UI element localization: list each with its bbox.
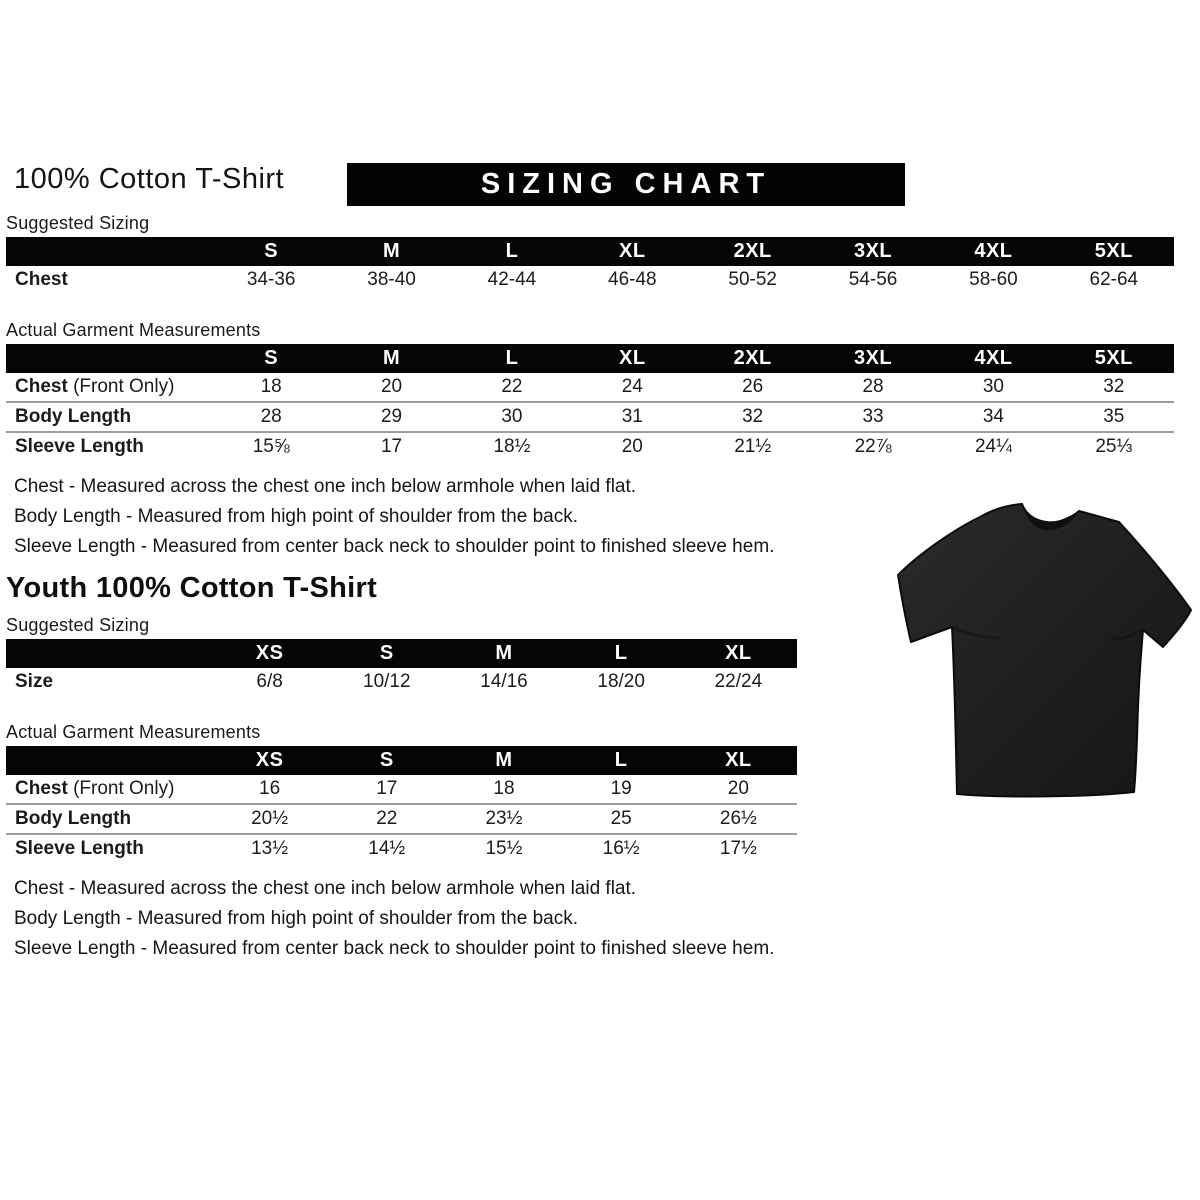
measurement-row [6, 432, 1174, 461]
measurement-row [6, 373, 1174, 402]
measurement-value: 16 [259, 778, 281, 799]
row-label-column-spacer [6, 237, 211, 266]
measurement-value: 13½ [211, 834, 328, 863]
size-column-header: XL [572, 237, 692, 266]
measurement-value: 46-48 [608, 269, 657, 290]
adult-section-title: 100% Cotton T-Shirt [14, 163, 285, 195]
measurement-value: 24¼ [933, 432, 1053, 461]
size-column-header: 2XL [693, 237, 813, 266]
size-column-header: L [452, 237, 572, 266]
measurement-value: 25 [563, 804, 680, 834]
size-column-header: XL [680, 746, 797, 775]
measurement-value: 31 [572, 402, 692, 432]
size-column-header: M [445, 746, 562, 775]
size-column-header: XL [680, 639, 797, 668]
size-column-header: L [452, 344, 572, 373]
measurement-value: 18/20 [597, 671, 645, 692]
measurement-value: 25⅓ [1054, 432, 1174, 461]
measurement-value: 17 [376, 778, 398, 799]
measurement-value: 22/24 [714, 671, 763, 692]
measurement-value: 16½ [563, 834, 680, 863]
measurement-value: 62-64 [1089, 269, 1139, 290]
measurement-value: 28 [211, 402, 331, 432]
size-column-header: XL [572, 344, 692, 373]
size-column-header: XS [211, 746, 328, 775]
sizing-chart-banner-text: SIZING CHART [480, 168, 772, 200]
measurement-value: 24 [621, 376, 643, 397]
size-column-header: S [328, 746, 445, 775]
note-body-length: Body Length - Measured from high point of shoulder from the back. [14, 908, 578, 929]
size-column-header: L [563, 746, 680, 775]
size-column-header: 5XL [1054, 237, 1174, 266]
measurement-row [6, 266, 1174, 294]
measurement-value: 6/8 [256, 671, 283, 692]
measurement-row [6, 804, 797, 834]
size-column-header: M [445, 639, 562, 668]
measurement-value: 19 [610, 778, 632, 799]
measurement-row [6, 668, 797, 696]
row-label: Chest [15, 269, 68, 290]
youth-section-title: Youth 100% Cotton T-Shirt [6, 572, 378, 604]
measurement-value: 17 [331, 432, 451, 461]
measurement-value: 22 [501, 376, 523, 397]
measurement-value: 23½ [445, 804, 562, 834]
measurement-row [6, 834, 797, 863]
row-label: Chest (Front Only) [15, 778, 175, 799]
measurement-value: 20 [727, 778, 749, 799]
measurement-value: 15⅝ [211, 432, 331, 461]
measurement-value: 22 [328, 804, 445, 834]
measurement-value: 26½ [680, 804, 797, 834]
measurement-value: 18 [260, 376, 282, 397]
size-column-header: 5XL [1054, 344, 1174, 373]
size-column-header: M [331, 344, 451, 373]
size-column-header: 3XL [813, 237, 933, 266]
measurement-value: 35 [1054, 402, 1174, 432]
size-column-header: 4XL [933, 237, 1053, 266]
row-label: Size [15, 671, 54, 692]
youth-actual-measurements-table [6, 746, 797, 863]
size-column-header: 4XL [933, 344, 1053, 373]
measurement-value: 14½ [328, 834, 445, 863]
adult-suggested-sizing-label: Suggested Sizing [6, 213, 150, 233]
measurement-row [6, 402, 1174, 432]
size-column-header: XS [211, 639, 328, 668]
measurement-value: 34-36 [246, 269, 296, 290]
tshirt-photo [895, 476, 1197, 806]
tshirt-icon [895, 476, 1197, 806]
measurement-value: 30 [982, 376, 1004, 397]
adult-actual-measurements-label: Actual Garment Measurements [6, 320, 261, 340]
size-column-header: S [328, 639, 445, 668]
measurement-value: 32 [1103, 376, 1125, 397]
measurement-value: 14/16 [480, 671, 528, 692]
measurement-value: 33 [813, 402, 933, 432]
size-header-row [6, 746, 797, 775]
adult-suggested-sizing-table [6, 237, 1174, 294]
measurement-value: 29 [331, 402, 451, 432]
measurement-value: 18 [493, 778, 515, 799]
measurement-value: 38-40 [367, 269, 416, 290]
measurement-value: 22⅞ [813, 432, 933, 461]
row-label: Sleeve Length [6, 834, 211, 863]
adult-actual-measurements-table [6, 344, 1174, 461]
youth-suggested-sizing-label: Suggested Sizing [6, 615, 150, 635]
note-body-length: Body Length - Measured from high point of shoulder from the back. [14, 506, 578, 527]
row-label: Body Length [6, 402, 211, 432]
measurement-value: 58-60 [969, 269, 1018, 290]
row-label: Sleeve Length [6, 432, 211, 461]
measurement-value: 17½ [680, 834, 797, 863]
size-column-header: 2XL [693, 344, 813, 373]
note-sleeve-length: Sleeve Length - Measured from center back neck to shoulder point to finished sleeve hem. [14, 938, 775, 959]
size-column-header: 3XL [813, 344, 933, 373]
row-label-column-spacer [6, 344, 211, 373]
size-header-row [6, 237, 1174, 266]
measurement-value: 18½ [452, 432, 572, 461]
measurement-value: 34 [933, 402, 1053, 432]
measurement-value: 15½ [445, 834, 562, 863]
note-chest: Chest - Measured across the chest one inch below armhole when laid flat. [14, 878, 637, 899]
measurement-value: 50-52 [728, 269, 777, 290]
size-column-header: S [211, 237, 331, 266]
youth-suggested-sizing-table [6, 639, 797, 696]
measurement-value: 30 [452, 402, 572, 432]
measurement-value: 20 [572, 432, 692, 461]
note-chest: Chest - Measured across the chest one inch below armhole when laid flat. [14, 476, 637, 497]
measurement-value: 10/12 [363, 671, 411, 692]
row-label: Chest (Front Only) [15, 376, 175, 397]
row-label-column-spacer [6, 746, 211, 775]
size-header-row [6, 344, 1174, 373]
page-header [6, 163, 1178, 209]
measurement-row [6, 775, 797, 804]
measurement-value: 32 [693, 402, 813, 432]
sizing-chart-banner [347, 163, 905, 206]
row-label-column-spacer [6, 639, 211, 668]
measurement-value: 20½ [211, 804, 328, 834]
size-column-header: M [331, 237, 451, 266]
note-sleeve-length: Sleeve Length - Measured from center back neck to shoulder point to finished sleeve hem. [14, 536, 775, 557]
measurement-value: 42-44 [487, 269, 537, 290]
size-column-header: L [563, 639, 680, 668]
measurement-value: 26 [742, 376, 764, 397]
youth-measurement-notes [6, 874, 1178, 964]
measurement-value: 21½ [693, 432, 813, 461]
size-header-row [6, 639, 797, 668]
measurement-value: 20 [380, 376, 403, 397]
size-column-header: S [211, 344, 331, 373]
youth-actual-measurements-label: Actual Garment Measurements [6, 722, 261, 742]
measurement-value: 54-56 [848, 269, 898, 290]
row-label: Body Length [6, 804, 211, 834]
measurement-value: 28 [862, 376, 884, 397]
